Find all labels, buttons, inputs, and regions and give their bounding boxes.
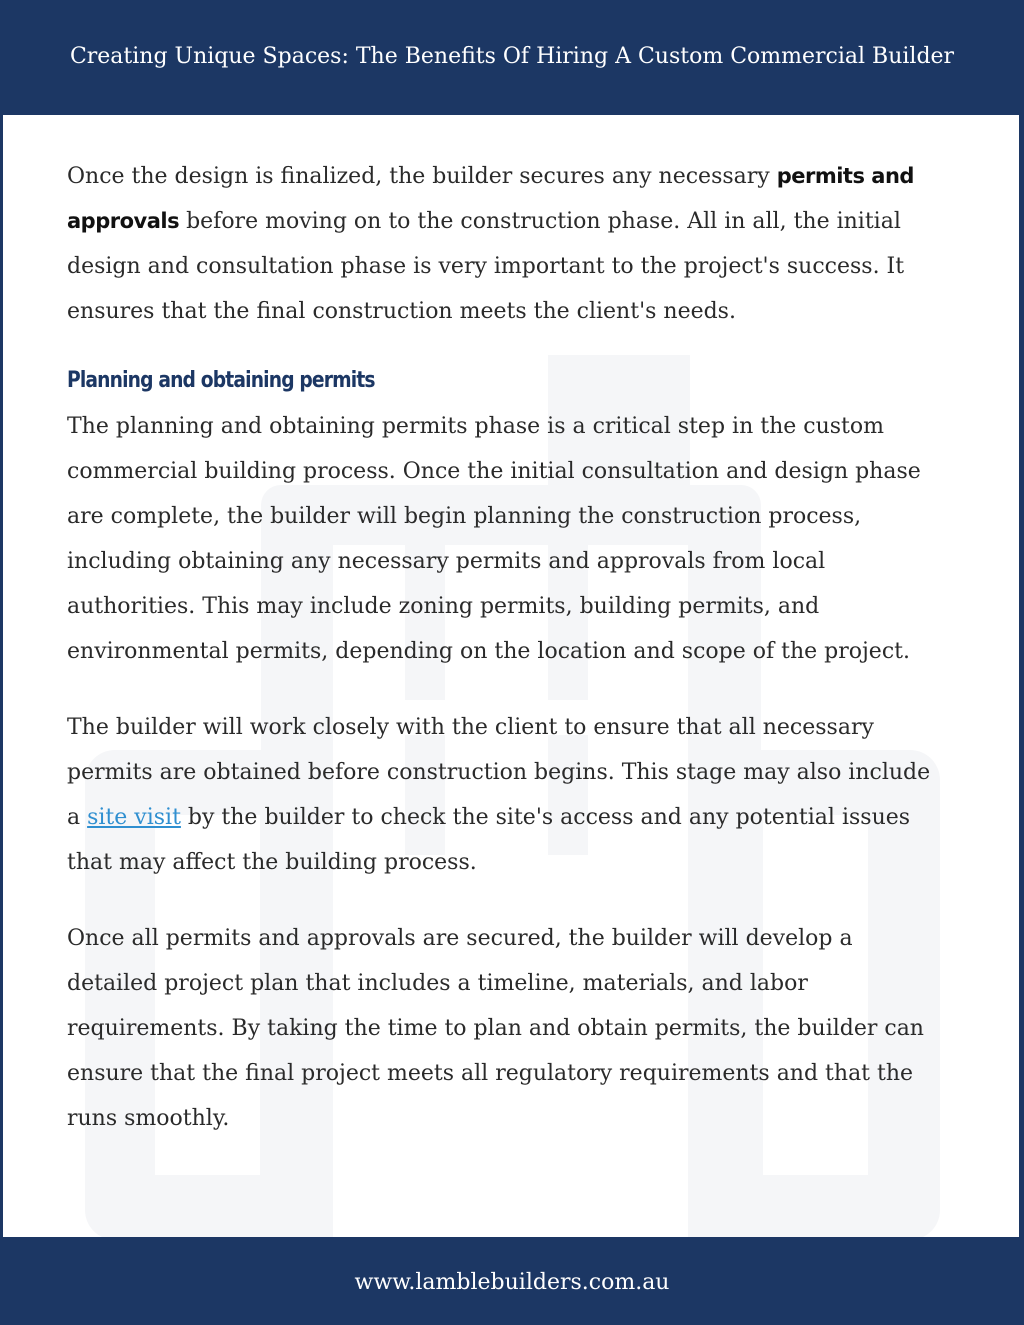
paragraph-3: The builder will work closely with the client to ensure that all necessary permits are obtained before construction begins. This stage may also include a site visit by the builder to check the site's access and any potential issues that may affect the building process.	[67, 715, 931, 875]
article-content	[67, 154, 947, 1141]
section-heading: Planning and obtaining permits	[67, 368, 375, 393]
page-body	[3, 115, 1019, 1237]
paragraph-4: Once all permits and approvals are secured, the builder will develop a detailed project plan that includes a timeline, materials, and labor requirements. By taking the time to plan and obtain permits, the builder can ensure that the final project meets all regulatory requirements and that the runs smoothly.	[67, 926, 924, 1131]
document-title: Creating Unique Spaces: The Benefits Of Hiring A Custom Commercial Builder	[69, 43, 955, 69]
site-visit-link[interactable]: site visit	[87, 805, 181, 830]
paragraph-1: Once the design is finalized, the builder secures any necessary permits and approvals before moving on to the construction phase. All in all, the initial design and consultation phase is very important to the project's success. It ensures that the final construction meets the client's needs.	[67, 164, 914, 324]
bold-text: permits and approvals	[67, 164, 914, 233]
website-url: www.lamblebuilders.com.au	[354, 1270, 670, 1295]
page-footer	[0, 1240, 1024, 1325]
page-header	[0, 0, 1024, 112]
paragraph-2: The planning and obtaining permits phase is a critical step in the custom commercial building process. Once the initial consultation and design phase are complete, the builder will begin planning the construction process, including obtaining any necessary permits and approvals from local authorities. This may include zoning permits, building permits, and environmental permits, depending on the location and scope of the project.	[67, 414, 921, 664]
